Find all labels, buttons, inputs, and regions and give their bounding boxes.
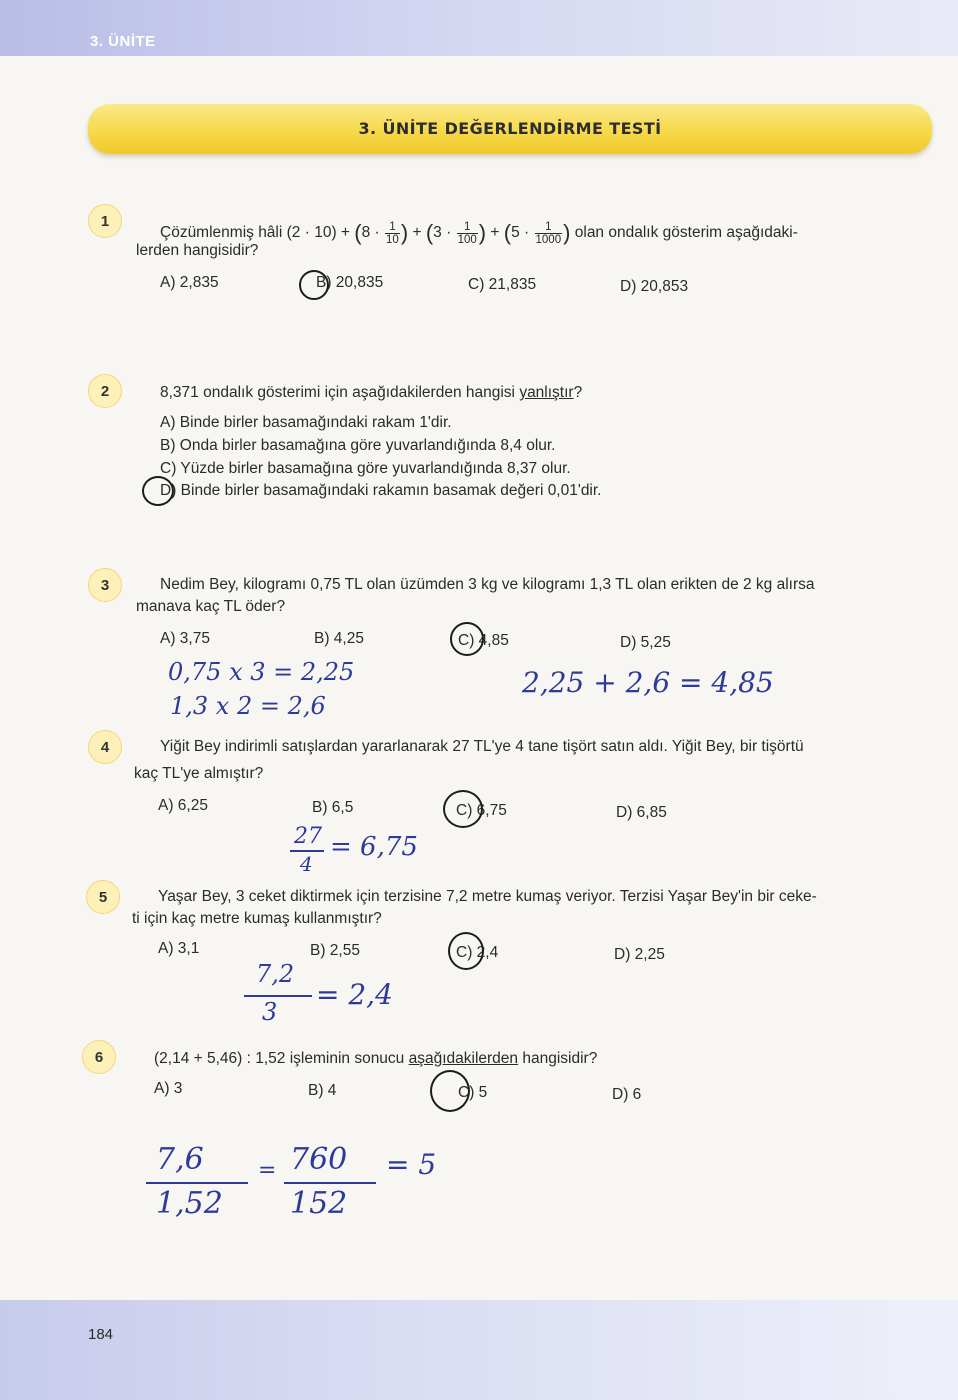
option-5-d[interactable]: D) 2,25 (614, 946, 665, 963)
handwriting-5-denominator: 3 (262, 998, 278, 1026)
option-4-d[interactable]: D) 6,85 (616, 804, 667, 821)
emphasis-word: aşağıdakilerden (408, 1050, 519, 1067)
question-5-text-line2: ti için kaç metre kumaş kullanmıştır? (132, 910, 382, 927)
option-2-a[interactable]: A) Binde birler basamağındaki rakam 1'dir. (160, 414, 452, 431)
handwriting-5-result: = 2,4 (316, 978, 393, 1011)
handwriting-6-equals: = (258, 1158, 277, 1183)
handwriting-6-numerator-2: 760 (290, 1142, 348, 1177)
option-2-c[interactable]: C) Yüzde birler basamağına göre yuvarlandığında 8,37 olur. (160, 460, 571, 477)
question-4-text-line2: kaç TL'ye almıştır? (134, 765, 264, 782)
option-1-d[interactable]: D) 20,853 (620, 278, 689, 295)
handwriting-4-numerator: 27 (294, 824, 322, 849)
handwriting-6-result: = 5 (386, 1148, 437, 1181)
question-number-1: 1 (88, 204, 122, 238)
option-1-c[interactable]: C) 21,835 (468, 276, 537, 293)
option-1-a[interactable]: A) 2,835 (160, 274, 219, 291)
handwriting-3-line3: 2,25 + 2,6 = 4,85 (522, 666, 774, 699)
option-3-b[interactable]: B) 4,25 (314, 630, 364, 647)
unit-label: 3. ÜNİTE (90, 33, 156, 50)
page-number: 184 (88, 1326, 114, 1343)
question-3-text-line2: manava kaç TL öder? (136, 598, 286, 615)
option-5-c[interactable]: C) 2,4 (456, 944, 499, 961)
handwriting-6-numerator-1: 7,6 (156, 1142, 204, 1177)
option-6-a[interactable]: A) 3 (154, 1080, 183, 1097)
option-3-d[interactable]: D) 5,25 (620, 634, 671, 651)
option-2-b[interactable]: B) Onda birler basamağına göre yuvarlandığında 8,4 olur. (160, 437, 556, 454)
answer-circle-3 (450, 622, 484, 656)
question-5-text-line1: Yaşar Bey, 3 ceket diktirmek için terzisine 7,2 metre kumaş veriyor. Terzisi Yaşar Bey'in bir ceke- (158, 888, 817, 905)
question-number-2: 2 (88, 374, 122, 408)
question-number-5: 5 (86, 880, 120, 914)
handwriting-5-numerator: 7,2 (256, 960, 295, 988)
expr-term-1: (2 · 10) (286, 224, 337, 242)
handwriting-3-line1: 0,75 x 3 = 2,25 (168, 658, 355, 686)
option-5-b[interactable]: B) 2,55 (310, 942, 360, 959)
question-number-4: 4 (88, 730, 122, 764)
handwriting-4-result: = 6,75 (330, 832, 418, 862)
option-3-a[interactable]: A) 3,75 (160, 630, 210, 647)
option-6-c[interactable]: C) 5 (458, 1084, 488, 1101)
question-4-text-line1: Yiğit Bey indirimli satışlardan yararlanarak 27 TL'ye 4 tane tişört satın aldı. Yiğit Bey, bir tişörtü (160, 738, 804, 755)
question-1-text: Çözümlenmiş hâli (2 · 10) + (8 · $\frac{1}{10}$ ) + (3 · $\frac{1}{100}$ ) + (5 · $\frac{1}{1000}$ ) olan ondalık gösterim aşağıdaki- (160, 220, 798, 246)
option-6-b[interactable]: B) 4 (308, 1082, 337, 1099)
answer-circle-5 (448, 932, 484, 970)
option-4-b[interactable]: B) 6,5 (312, 799, 354, 816)
option-4-a[interactable]: A) 6,25 (158, 797, 208, 814)
option-4-c[interactable]: C) 6,75 (456, 802, 507, 819)
handwriting-6-denominator-2: 152 (290, 1186, 348, 1221)
emphasis-word: yanlıştır (519, 384, 574, 401)
answer-circle-1 (299, 270, 329, 300)
question-1-text-line2: lerden hangisidir? (136, 242, 259, 259)
option-5-a[interactable]: A) 3,1 (158, 940, 200, 957)
fraction-1-100: $\frac{1}{100}$ (457, 220, 477, 246)
handwriting-3-line2: 1,3 x 2 = 2,6 (170, 692, 326, 720)
question-1-intro: Çözümlenmiş hâli (160, 224, 283, 242)
option-3-c[interactable]: C) 4,85 (458, 632, 509, 649)
handwriting-6-denominator-1: 1,52 (156, 1186, 223, 1221)
answer-circle-2 (142, 476, 174, 506)
handwriting-4-denominator: 4 (300, 852, 313, 876)
question-number-3: 3 (88, 568, 122, 602)
page-title: 3. ÜNİTE DEĞERLENDİRME TESTİ (358, 119, 662, 138)
question-3-text-line1: Nedim Bey, kilogramı 0,75 TL olan üzümden 3 kg ve kilogramı 1,3 TL olan erikten de 2 kg alırsa (160, 576, 815, 593)
answer-circle-4 (443, 790, 483, 828)
question-2-text: 8,371 ondalık gösterimi için aşağıdakilerden hangisi yanlıştır? (160, 384, 583, 401)
question-6-text: (2,14 + 5,46) : 1,52 işleminin sonucu aşağıdakilerden hangisidir? (154, 1050, 598, 1067)
bottom-band (0, 1300, 958, 1400)
fraction-1-10: $\frac{1}{10}$ (386, 220, 399, 246)
option-6-d[interactable]: D) 6 (612, 1086, 642, 1103)
option-2-d[interactable]: D) Binde birler basamağındaki rakamın basamak değeri 0,01'dir. (160, 482, 602, 499)
handwriting-6-fraction-bar-1 (146, 1182, 248, 1184)
option-1-b[interactable]: B) 20,835 (316, 274, 384, 291)
handwriting-5-fraction-bar (244, 995, 312, 997)
fraction-1-1000: $\frac{1}{1000}$ (535, 220, 562, 246)
answer-circle-6 (430, 1070, 470, 1112)
handwriting-6-fraction-bar-2 (284, 1182, 376, 1184)
question-number-6: 6 (82, 1040, 116, 1074)
title-banner (88, 104, 932, 154)
